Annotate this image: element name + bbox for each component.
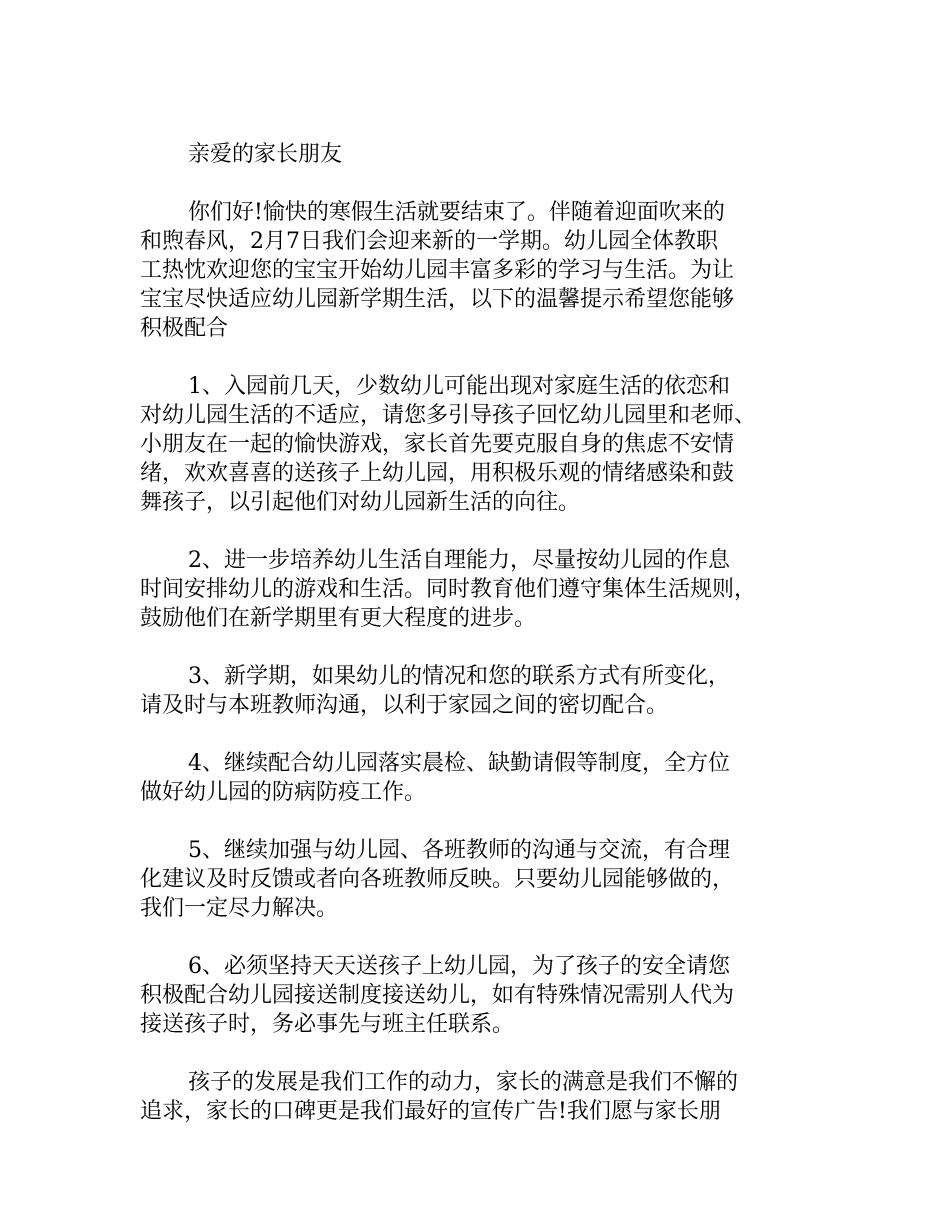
paragraph-item-6 <box>140 952 820 1039</box>
text-line: 6、必须坚持天天送孩子上幼儿园，为了孩子的安全请您 <box>188 954 730 979</box>
text-line: 4、继续配合幼儿园落实晨检、缺勤请假等制度，全方位 <box>188 751 730 776</box>
paragraph-item-4 <box>140 749 820 807</box>
text-line: 孩子的发展是我们工作的动力，家长的满意是我们不懈的 <box>188 1070 739 1095</box>
text-line: 小朋友在一起的愉快游戏，家长首先要克服自身的焦虑不安情 <box>140 432 735 457</box>
paragraph-greeting <box>140 198 820 343</box>
text-line: 舞孩子，以引起他们对幼儿园新生活的向往。 <box>140 490 581 515</box>
paragraph-item-3 <box>140 662 820 720</box>
text-line: 宝宝尽快适应幼儿园新学期生活，以下的温馨提示希望您能够 <box>140 287 735 312</box>
text-line: 1、入园前几天，少数幼儿可能出现对家庭生活的依恋和 <box>188 374 730 399</box>
paragraph-item-1 <box>140 372 820 517</box>
paragraph-item-5 <box>140 836 820 923</box>
text-line: 我们一定尽力解决。 <box>140 896 339 921</box>
text-line: 接送孩子时，务必事先与班主任联系。 <box>140 1012 515 1037</box>
text-line: 鼓励他们在新学期里有更大程度的进步。 <box>140 606 537 631</box>
text-line: 追求，家长的口碑更是我们最好的宣传广告!我们愿与家长朋 <box>140 1099 721 1124</box>
text-line: 做好幼儿园的防病防疫工作。 <box>140 780 427 805</box>
text-line: 绪，欢欢喜喜的送孩子上幼儿园，用积极乐观的情绪感染和鼓 <box>140 461 735 486</box>
text-line: 请及时与本班教师沟通，以利于家园之间的密切配合。 <box>140 693 669 718</box>
text-line: 对幼儿园生活的不适应，请您多引导孩子回忆幼儿园里和老师、 <box>140 403 757 428</box>
text-line: 你们好!愉快的寒假生活就要结束了。伴随着迎面吹来的 <box>188 200 725 225</box>
text-line: 积极配合幼儿园接送制度接送幼儿，如有特殊情况需别人代为 <box>140 983 735 1008</box>
text-line: 5、继续加强与幼儿园、各班教师的沟通与交流，有合理 <box>188 838 730 863</box>
text-line: 化建议及时反馈或者向各班教师反映。只要幼儿园能够做的， <box>140 867 735 892</box>
document-body <box>140 140 820 1155</box>
text-line: 2、进一步培养幼儿生活自理能力，尽量按幼儿园的作息 <box>188 548 730 573</box>
text-line: 3、新学期，如果幼儿的情况和您的联系方式有所变化， <box>188 664 730 689</box>
text-line: 积极配合 <box>140 316 229 341</box>
text-line: 时间安排幼儿的游戏和生活。同时教育他们遵守集体生活规则， <box>140 577 757 602</box>
text-line: 和煦春风，2月7日我们会迎来新的一学期。幼儿园全体教职 <box>140 229 718 254</box>
text-line: 工热忱欢迎您的宝宝开始幼儿园丰富多彩的学习与生活。为让 <box>140 258 735 283</box>
salutation: 亲爱的家长朋友 <box>188 142 343 167</box>
paragraph-closing <box>140 1068 820 1126</box>
paragraph-item-2 <box>140 546 820 633</box>
